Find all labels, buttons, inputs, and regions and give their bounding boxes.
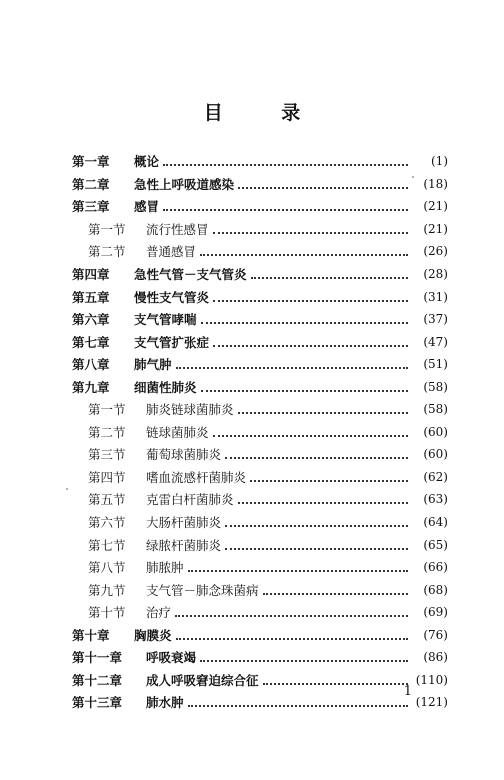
section-number: 第六节 (88, 515, 126, 531)
section-number: 第一节 (88, 402, 126, 418)
dot-leader (200, 254, 408, 256)
page-reference: (63) (423, 492, 448, 507)
chapter-title: 胸膜炎 (134, 627, 172, 643)
section-title: 支气管－肺念珠菌病 (146, 582, 259, 598)
section-title: 大肠杆菌肺炎 (146, 515, 222, 531)
toc-entry-chapter-6 (72, 308, 448, 331)
toc-title: 目 录 (203, 102, 327, 124)
chapter-number: 第五章 (72, 289, 110, 305)
toc-entry-section-9-3 (72, 443, 448, 466)
dot-leader (163, 209, 408, 211)
chapter-title: 急性气管－支气管炎 (134, 267, 247, 282)
page-reference: (69) (423, 605, 448, 620)
section-title: 克雷白杆菌肺炎 (146, 492, 234, 508)
section-title: 治疗 (146, 605, 172, 621)
section-number: 第五节 (88, 492, 126, 508)
toc-entry-chapter-4 (72, 263, 448, 286)
dot-leader (251, 277, 408, 279)
dot-leader (238, 412, 408, 414)
chapter-number: 第二章 (72, 176, 110, 192)
section-number: 第三节 (88, 447, 126, 463)
page-reference: (21) (423, 221, 448, 236)
toc-entry-chapter-9 (72, 375, 448, 398)
chapter-title: 急性上呼吸道感染 (134, 176, 235, 192)
chapter-number: 第一章 (72, 154, 110, 170)
page-reference: (76) (423, 627, 448, 642)
toc-entry-chapter-1 (72, 150, 448, 173)
section-title: 普通感冒 (146, 244, 197, 260)
toc-entry-section-9-4 (72, 466, 448, 489)
chapter-title: 概论 (134, 154, 160, 170)
toc-entry-section-9-9 (72, 578, 448, 601)
dot-leader (225, 457, 408, 459)
chapter-number: 第四章 (72, 267, 110, 282)
page-number: 1 (403, 684, 412, 699)
toc-entry-section-3-2 (72, 240, 448, 263)
dot-leader (201, 390, 408, 392)
page-reference: (31) (423, 289, 448, 304)
section-title: 嗜血流感杆菌肺炎 (146, 469, 247, 485)
chapter-title: 支气管哮喘 (134, 312, 197, 328)
toc-entry-chapter-8 (72, 353, 448, 376)
section-number: 第四节 (88, 469, 126, 485)
page-reference: (121) (415, 695, 448, 710)
chapter-number: 第十章 (72, 627, 110, 643)
page-reference: (110) (415, 672, 448, 687)
dot-leader (188, 570, 408, 572)
chapter-number: 第八章 (72, 357, 110, 373)
toc-entry-chapter-11 (72, 646, 448, 669)
dot-leader (238, 502, 408, 504)
toc-entry-section-9-8 (72, 556, 448, 579)
toc-entry-section-9-7 (72, 533, 448, 556)
section-number: 第十节 (88, 605, 126, 621)
chapter-number: 第九章 (72, 379, 110, 395)
page-reference: (58) (423, 379, 448, 394)
dot-leader (176, 367, 408, 369)
dot-leader (225, 525, 408, 527)
section-title: 肺脓肿 (146, 560, 184, 576)
dot-leader (250, 480, 408, 482)
dot-leader (201, 322, 408, 324)
dot-leader (263, 683, 408, 685)
page-reference: (21) (423, 199, 448, 214)
page-reference: (65) (423, 537, 448, 552)
page-reference: (51) (423, 357, 448, 372)
chapter-number: 第七章 (72, 334, 110, 350)
chapter-number: 第三章 (72, 199, 110, 215)
section-title: 链球菌肺炎 (146, 424, 209, 440)
page-reference: (37) (423, 312, 448, 327)
toc-entry-chapter-2 (72, 173, 448, 196)
dot-leader (200, 660, 408, 662)
section-number: 第七节 (88, 537, 126, 553)
toc-entry-section-9-2 (72, 421, 448, 444)
toc-entry-chapter-5 (72, 285, 448, 308)
dot-leader (263, 593, 408, 595)
chapter-title: 肺气肿 (134, 357, 172, 373)
section-number: 第二节 (88, 244, 126, 260)
section-number: 第一节 (88, 221, 126, 237)
section-title: 流行性感冒 (146, 221, 209, 237)
page-reference: (86) (423, 650, 448, 665)
toc-entry-section-9-5 (72, 488, 448, 511)
page-reference: (60) (423, 447, 448, 462)
section-number: 第八节 (88, 560, 126, 576)
page-reference: (58) (423, 402, 448, 417)
scan-speck (66, 488, 68, 490)
dot-leader (213, 232, 408, 234)
toc-entry-chapter-3 (72, 195, 448, 218)
scan-speck (412, 176, 414, 178)
dot-leader (213, 300, 408, 302)
chapter-title: 成人呼吸窘迫综合征 (146, 672, 259, 688)
chapter-title: 呼吸衰竭 (146, 650, 197, 666)
toc-entry-section-3-1 (72, 218, 448, 241)
chapter-number: 第十三章 (72, 695, 123, 711)
toc-entry-chapter-13 (72, 691, 448, 714)
dot-leader (213, 435, 408, 437)
toc-entry-chapter-10 (72, 623, 448, 646)
section-number: 第九节 (88, 582, 126, 598)
toc-entry-section-9-10 (72, 601, 448, 624)
dot-leader (238, 187, 408, 189)
toc-entry-section-9-1 (72, 398, 448, 421)
toc-entry-section-9-6 (72, 511, 448, 534)
dot-leader (213, 345, 408, 347)
dot-leader (188, 705, 408, 707)
section-number: 第二节 (88, 424, 126, 440)
page-reference: (47) (423, 334, 448, 349)
dot-leader (163, 164, 408, 166)
page-reference: (28) (423, 267, 448, 281)
page-reference: (62) (423, 469, 448, 484)
dot-leader (176, 638, 408, 640)
dot-leader (225, 548, 408, 550)
dot-leader (175, 615, 408, 617)
chapter-title: 支气管扩张症 (134, 334, 210, 350)
chapter-title: 感冒 (134, 199, 160, 215)
page-reference: (66) (423, 560, 448, 575)
chapter-number: 第十一章 (72, 650, 123, 666)
page-reference: (26) (423, 244, 448, 259)
chapter-title: 慢性支气管炎 (134, 289, 210, 305)
page-reference: (18) (423, 176, 448, 191)
chapter-number: 第六章 (72, 312, 110, 328)
table-of-contents (72, 150, 448, 714)
page-reference: (68) (423, 582, 448, 597)
toc-entry-chapter-12 (72, 669, 448, 692)
chapter-number: 第十二章 (72, 672, 123, 688)
toc-entry-chapter-7 (72, 330, 448, 353)
chapter-title: 细菌性肺炎 (134, 379, 197, 395)
page-reference: (60) (423, 424, 448, 439)
page-reference: (1) (431, 154, 448, 169)
page-reference: (64) (423, 515, 448, 530)
chapter-title: 肺水肿 (146, 695, 184, 711)
section-title: 肺炎链球菌肺炎 (146, 402, 234, 418)
section-title: 绿脓杆菌肺炎 (146, 537, 222, 553)
section-title: 葡萄球菌肺炎 (146, 447, 222, 463)
